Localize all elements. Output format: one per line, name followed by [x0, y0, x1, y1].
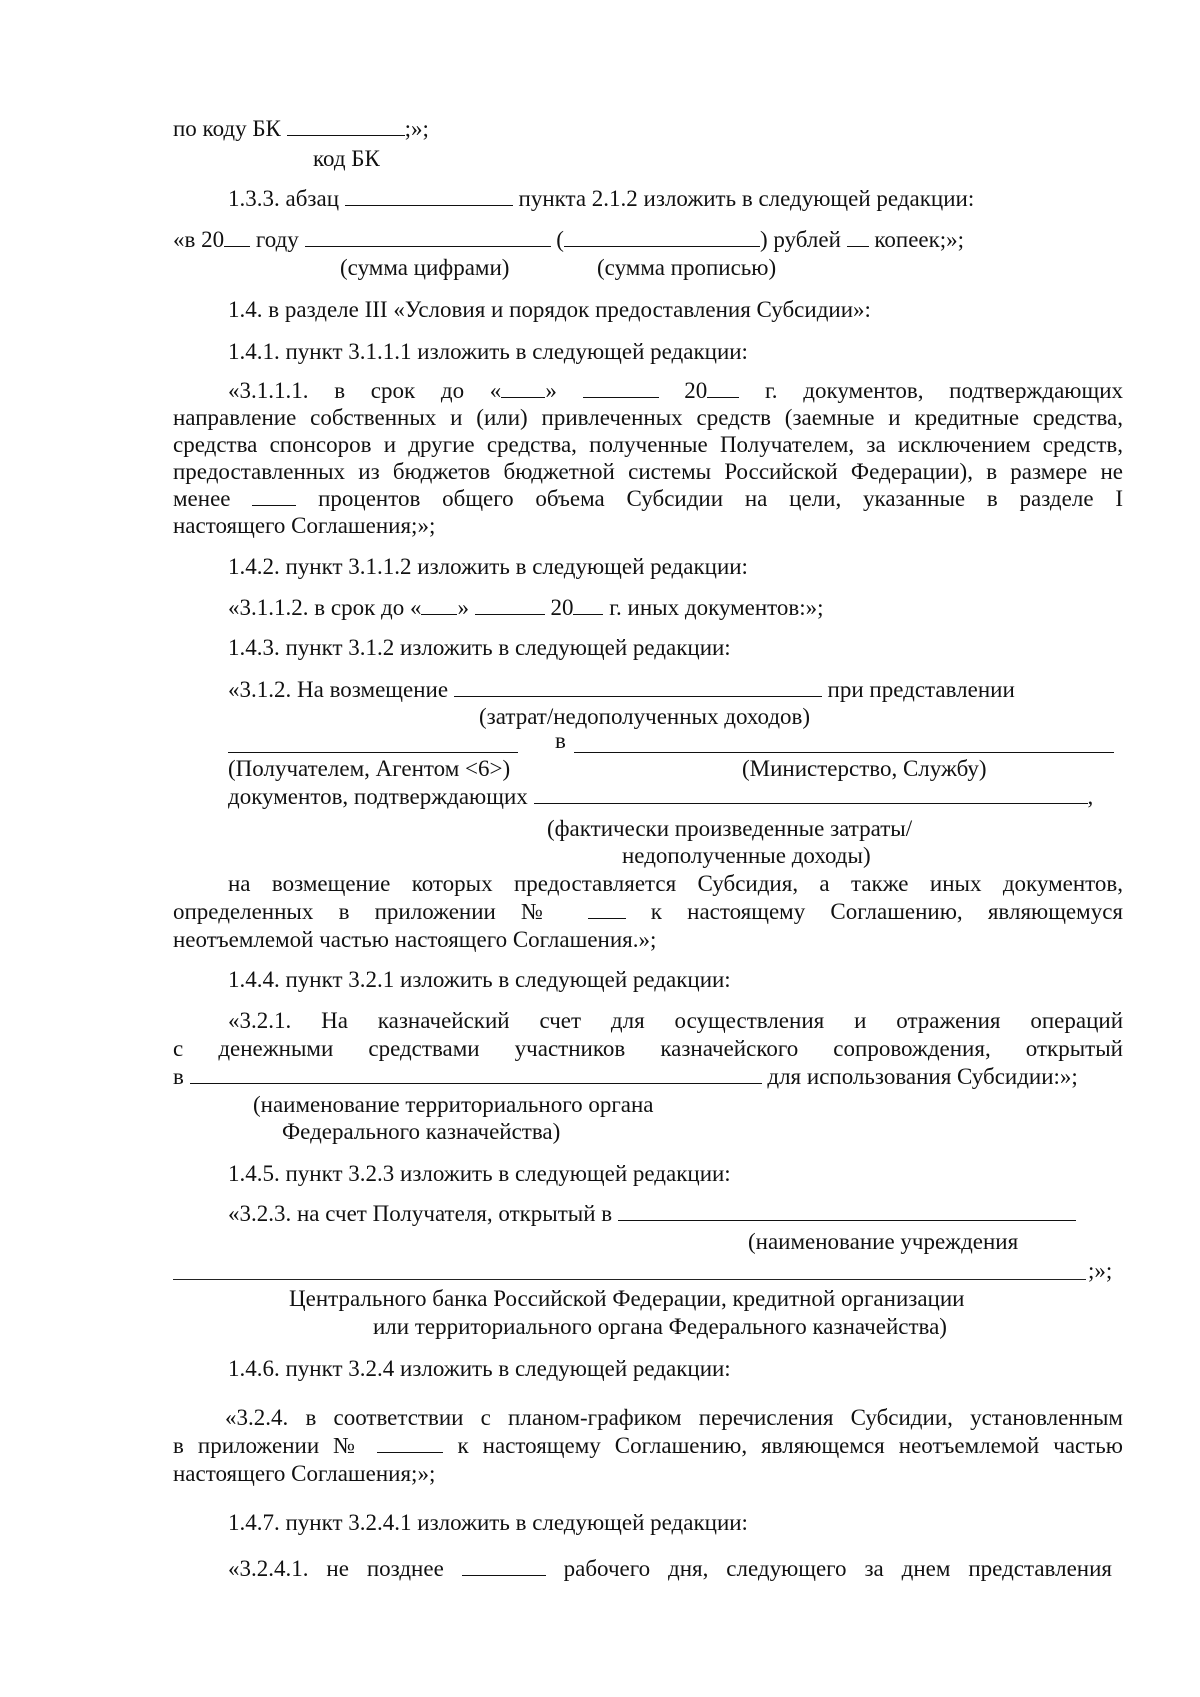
clause-3-1-1-1-line3: средства спонсоров и другие средства, полученные Получателем, за исключением средств,: [173, 432, 1123, 457]
blank-field: [305, 226, 551, 247]
blank-field: [421, 594, 457, 615]
blank-field: [588, 898, 626, 919]
clause-3-1-1-1-line4: предоставленных из бюджетов бюджетной системы Российской Федерации), в размере не: [173, 459, 1123, 484]
text: для использования Субсидии:»;: [761, 1064, 1078, 1089]
blank-field: [287, 115, 405, 136]
text: рабочего дня, следующего за днем представления: [545, 1556, 1112, 1581]
blank-field-ministry: [574, 752, 1114, 753]
blank-field: [345, 185, 513, 206]
blank-field: [501, 377, 545, 398]
text: »: [457, 595, 475, 620]
blank-field: [377, 1432, 443, 1453]
text: «в 20: [173, 227, 225, 252]
reimbursement-line1: на возмещение которых предоставляется Субсидия, а также иных документов,: [228, 871, 1123, 896]
paragraph-1-4-2: 1.4.2. пункт 3.1.1.2 изложить в следующей редакции:: [228, 554, 748, 579]
text: при представлении: [821, 677, 1015, 702]
clause-3-1-1-1-line1: [228, 377, 1123, 404]
caption-sum-words: (сумма прописью): [597, 255, 777, 280]
clause-3-2-4-1: [228, 1555, 1112, 1582]
clause-3-1-2: [228, 676, 1015, 703]
clause-3-2-1-line2: с денежными средствами участников казначейского сопровождения, открытый: [173, 1036, 1123, 1061]
clause-3-2-3: [228, 1200, 1076, 1227]
text: 20: [544, 595, 574, 620]
caption-treasury-body: или территориального органа Федерального казначейства): [373, 1314, 947, 1339]
text: в: [173, 1064, 190, 1089]
blank-field: [475, 594, 545, 615]
clause-3-1-1-1-line5: [173, 485, 1123, 512]
caption-actual-costs: (фактически произведенные затраты/: [547, 816, 913, 841]
caption-central-bank: Центрального банка Российской Федерации, кредитной организации: [289, 1286, 965, 1311]
blank-field: [224, 226, 250, 247]
paragraph-1-4-6: 1.4.6. пункт 3.2.4 изложить в следующей редакции:: [228, 1356, 731, 1381]
sum-line: [173, 226, 964, 253]
blank-field: [252, 485, 296, 506]
paragraph-1-4-7: 1.4.7. пункт 3.2.4.1 изложить в следующей редакции:: [228, 1510, 748, 1535]
caption-federal-treasury: Федерального казначейства): [282, 1119, 561, 1144]
text: »: [545, 378, 583, 403]
text: 20: [658, 378, 708, 403]
blank-field: [454, 676, 822, 697]
text: г. документов, подтверждающих: [739, 378, 1123, 403]
clause-3-1-1-2: [228, 594, 824, 621]
blank-field: [618, 1200, 1076, 1221]
bk-code-line: [173, 115, 429, 142]
text: «3.1.1.1. в срок до «: [228, 378, 502, 403]
text: ) рублей: [759, 227, 847, 252]
text: к настоящему Соглашению, являющемся неотъемлемой частью: [443, 1433, 1123, 1458]
text: «3.1.2. На возмещение: [228, 677, 454, 702]
blank-field: [564, 226, 760, 247]
caption-lost-income: недополученные доходы): [622, 843, 871, 868]
clause-3-1-1-1-line6: настоящего Соглашения;»;: [173, 513, 436, 538]
paragraph-1-4-1: 1.4.1. пункт 3.1.1.1 изложить в следующей редакции:: [228, 339, 748, 364]
caption-territorial-body: (наименование территориального органа: [253, 1092, 654, 1117]
blank-field-recipient: [228, 752, 518, 753]
blank-field-institution: [173, 1279, 1086, 1280]
text: (: [550, 227, 564, 252]
text: 1.3.3. абзац: [228, 186, 345, 211]
text: по коду БК: [173, 116, 287, 141]
reimbursement-line3: неотъемлемой частью настоящего Соглашения.»;: [173, 927, 657, 952]
text: менее: [173, 486, 253, 511]
documents-line: [228, 783, 1093, 810]
blank-field: [707, 377, 739, 398]
caption-costs: (затрат/недополученных доходов): [479, 704, 811, 729]
paragraph-1-4-4: 1.4.4. пункт 3.2.1 изложить в следующей редакции:: [228, 967, 731, 992]
clause-3-2-4-line3: настоящего Соглашения;»;: [173, 1461, 436, 1486]
paragraph-1-3-3: [228, 185, 974, 212]
blank-field: [573, 594, 603, 615]
text: «3.2.4.1. не позднее: [228, 1556, 462, 1581]
text: к настоящему Соглашению, являющемуся: [625, 899, 1123, 924]
text: пункта 2.1.2 изложить в следующей редакции:: [512, 186, 975, 211]
text-end: ;»;: [1088, 1258, 1113, 1283]
clause-3-2-1-line1: «3.2.1. На казначейский счет для осуществления и отражения операций: [228, 1008, 1123, 1033]
text: «3.2.3. на счет Получателя, открытый в: [228, 1201, 618, 1226]
blank-field: [190, 1063, 762, 1084]
caption-recipient: (Получателем, Агентом <6>): [228, 756, 511, 781]
text-v: в: [555, 728, 566, 753]
clause-3-2-1-line3: [173, 1063, 1078, 1090]
text: г. иных документов:»;: [603, 595, 824, 620]
paragraph-1-4: 1.4. в разделе III «Условия и порядок предоставления Субсидии»:: [228, 297, 871, 322]
paragraph-1-4-5: 1.4.5. пункт 3.2.3 изложить в следующей редакции:: [228, 1161, 731, 1186]
text: документов, подтверждающих: [228, 784, 534, 809]
blank-field: [534, 783, 1088, 804]
text: копеек;»;: [868, 227, 965, 252]
text: определенных в приложении №: [173, 899, 588, 924]
text: году: [250, 227, 305, 252]
clause-3-2-4-line2: [173, 1432, 1123, 1459]
caption-ministry: (Министерство, Службу): [742, 756, 987, 781]
caption-institution: (наименование учреждения: [748, 1229, 1019, 1254]
text: «3.1.1.2. в срок до «: [228, 595, 422, 620]
text: ;»;: [404, 116, 429, 141]
text: ,: [1087, 784, 1094, 809]
clause-3-2-4-line1: «3.2.4. в соответствии с планом-графиком перечисления Субсидии, установленным: [225, 1405, 1123, 1430]
reimbursement-line2: [173, 898, 1123, 925]
caption-kod-bk: код БК: [313, 146, 380, 171]
text: процентов общего объема Субсидии на цели, указанные в разделе I: [296, 486, 1123, 511]
text: в приложении №: [173, 1433, 378, 1458]
clause-3-1-1-1-line2: направление собственных и (или) привлеченных средств (заемные и кредитные средства,: [173, 405, 1123, 430]
paragraph-1-4-3: 1.4.3. пункт 3.1.2 изложить в следующей редакции:: [228, 635, 731, 660]
blank-field: [847, 226, 869, 247]
blank-field: [462, 1555, 546, 1576]
blank-field: [583, 377, 659, 398]
caption-sum-digits: (сумма цифрами): [340, 255, 510, 280]
